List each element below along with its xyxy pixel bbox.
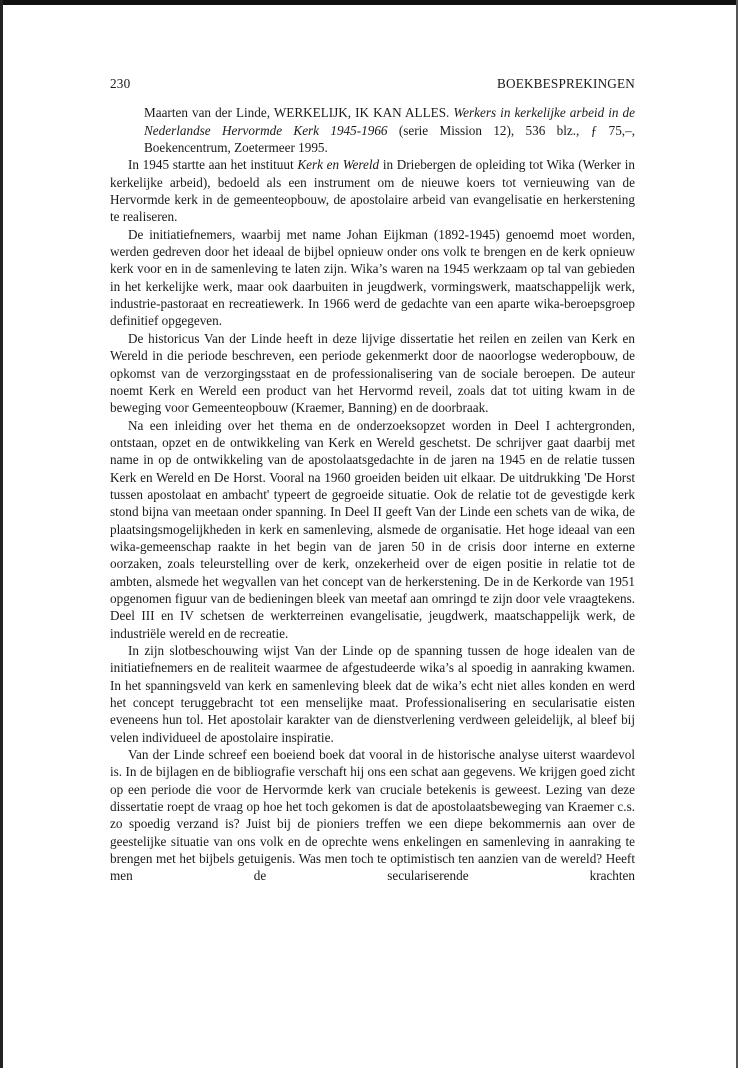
paragraph: In zijn slotbeschouwing wijst Van der Linde op de spanning tussen de hoge idealen van de initiatiefnemers en de realiteit waarmee de afgestudeerde wika’s al spoedig in aanraking kwamen. In het spanningsveld van kerk en samenleving bleek dat de wika’s echt niet alles konden en werd het concept teruggebracht tot een menselijke maat. Professionalisering en secularisatie eisten eveneens hun tol. Het apostolair karakter van de dienstverlening verdween geleidelijk, al bleef bij velen individueel de apostolaire inspiratie. <box>110 643 635 745</box>
paragraph-text: in Driebergen de opleiding tot Wika (Werker in kerkelijke arbeid), bedoeld als een instrument om de nieuwe koers tot vernieuwing van de Hervormde kerk in de gemeenteopbouw, de apostolaire arbeid van evangelisatie en herkerstening te realiseren. <box>110 157 635 225</box>
paragraph: De historicus Van der Linde heeft in deze lijvige dissertatie het reilen en zeilen van Kerk en Wereld in die periode beschreven, een periode gekenmerkt door de naoorlogse wederopbouw, de opkomst van de verzorgingsstaat en de professionalisering van de sociale beroepen. De auteur noemt Kerk en Wereld een product van het Hervormd reveil, zoals dat tot uiting kwam in de beweging voor Gemeenteopbouw (Kraemer, Banning) en de doorbraak. <box>110 330 635 416</box>
institute-name: Kerk en Wereld <box>297 157 380 173</box>
section-title: BOEKBESPREKINGEN <box>496 76 635 91</box>
citation-author-title: Maarten van der Linde, WERKELIJK, IK KAN ALLES. <box>144 105 454 121</box>
paragraph: Van der Linde schreef een boeiend boek dat vooral in de historische analyse uiterst waardevol is. In de bijlagen en de bibliografie verschaft hij ons een schat aan gegevens. We krijgen goed zicht op een periode die voor de Hervormde kerk van cruciale betekenis is geweest. Lezing van deze dissertatie roept de vraag op hoe het toch gekomen is dat de apostolaatsbeweging van Kraemer c.s. zo spoedig verzand is? Juist bij de pioniers treffen we een diepe bekommernis aan over de geestelijke situatie van ons volk en de oprechte wens enkelingen en samenleving in aanraking te brengen met het bijbels getuigenis. Was men toch te optimistisch ten aanzien van de wereld? Heeft men de seculariserende krachten <box>110 747 635 884</box>
book-citation <box>110 104 635 156</box>
scan-top-edge <box>0 0 738 5</box>
page-content <box>110 75 635 885</box>
citation-details: (serie Mission 12), 536 blz., ƒ 75,–, Boekencentrum, Zoetermeer 1995. <box>144 122 635 156</box>
paragraph <box>110 156 635 225</box>
running-header <box>110 75 635 92</box>
paragraph: Na een inleiding over het thema en de onderzoeksopzet worden in Deel I achtergronden, ontstaan, opzet en de ontwikkeling van Kerk en Wereld geschetst. De schrijver gaat daarbij met name in op de ontwikkeling van de apostolaatsgedachte in de jaren na 1945 en de relatie tussen Kerk en Wereld en De Horst. Vooral na 1960 groeiden beiden uit elkaar. De uitdrukking 'De Horst tussen apostolaat en ambacht' typeert de gegroeide situatie. Ook de relatie tot de gevestigde kerk stond bijna van meetaan onder spanning. In Deel II geeft Van der Linde een schets van de wika, de plaatsingsmogelijkheden in kerk en samenleving, alsmede de organisatie. Het hoge ideaal van een wika-gemeenschap raakte in het begin van de jaren 50 in de crisis door interne en externe oorzaken, zoals teleurstelling over de kerk, onzekerheid over de eigen positie in relatie tot de ambten, alsmede het wegvallen van het concept van de herkerstening. De in de Kerkorde van 1951 opgenomen figuur van de bedieningen bleek van meetaf aan omringd te zijn door vele vraagtekens. Deel III en IV schetsen de werkterreinen evangelisatie, jeugdwerk, maatschappelijk werk, de industriële wereld en de recreatie. <box>110 417 635 641</box>
page-number: 230 <box>110 76 131 91</box>
paragraph: De initiatiefnemers, waarbij met name Johan Eijkman (1892-1945) genoemd moet worden, werden gedreven door het ideaal de bijbel opnieuw onder ons volk te brengen en de kerk opnieuw kerk voor en in de samenleving te laten zijn. Wika’s waren na 1945 werkzaam op tal van gebieden in het kerkelijke werk, maar ook daarbuiten in jeugdwerk, vormingswerk, maatschappelijk werk, industrie-pastoraat en recreatiewerk. In 1966 werd de gedachte van een aparte wika-beroepsgroep definitief opgegeven. <box>110 226 635 329</box>
scan-left-edge <box>0 0 3 1068</box>
paragraph-text: In 1945 startte aan het instituut <box>128 157 298 173</box>
citation-subtitle: Werkers in kerkelijke arbeid in de Nederlandse Hervormde Kerk 1945-1966 <box>144 105 635 138</box>
